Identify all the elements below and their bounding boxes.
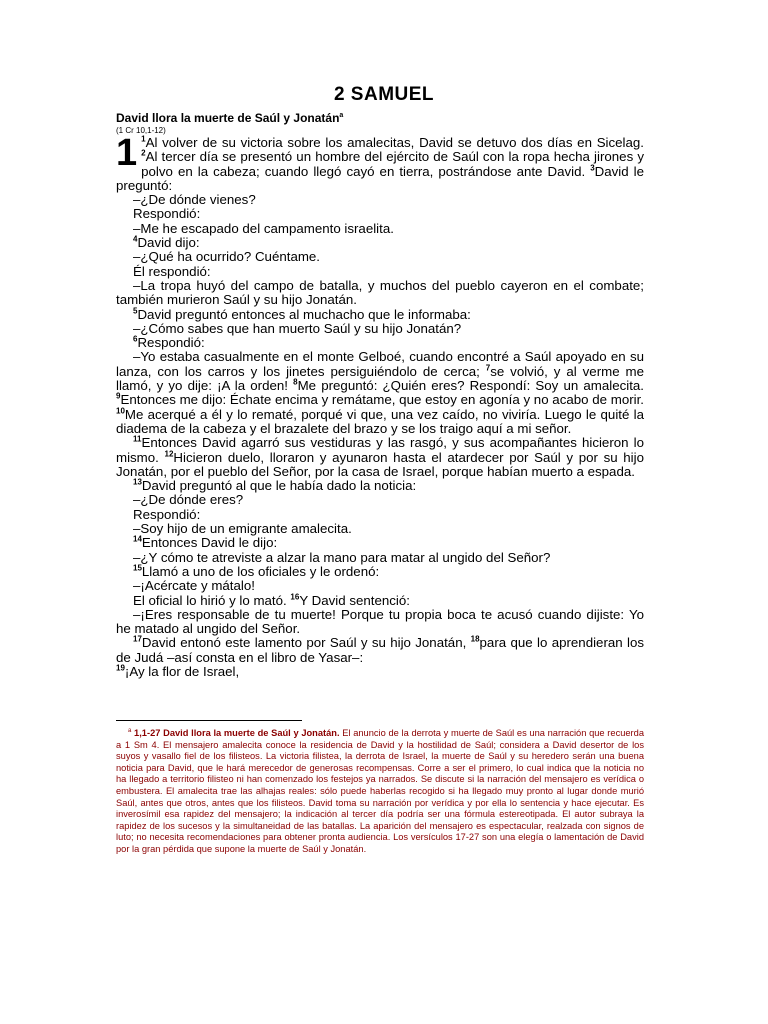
verse-paragraph [116, 479, 644, 493]
dialogue-line: –¿Cómo sabes que han muerto Saúl y su hijo Jonatán? [133, 320, 462, 336]
scripture-text [116, 132, 645, 679]
dialogue-line: –¿Qué ha ocurrido? Cuéntame. [133, 249, 321, 265]
footnote-marker: a [128, 728, 132, 734]
verse-number: 16 [290, 592, 300, 602]
verse-text: Me acerqué a él y lo rematé, porqué vi que, una vez caído, no viviría. Luego le quité la diadema de la cabeza y el brazalete del brazo y se los traigo aquí a mi señor. [116, 406, 644, 436]
verse-number: 9 [116, 391, 121, 401]
footnote [116, 726, 644, 856]
verse-number: 6 [133, 334, 138, 344]
section-heading-text: David llora la muerte de Saúl y Jonatán [116, 111, 340, 125]
verse-number: 5 [133, 306, 138, 316]
chapter-number: 1 [116, 132, 138, 174]
verse-text: ¡Ay la flor de Israel, [124, 663, 240, 679]
verse-paragraph [116, 236, 644, 250]
verse-number: 18 [470, 634, 480, 644]
verse-text: se volvió, y al verme me llamó, y yo dije: ¡A la orden! [116, 363, 644, 394]
dialogue-line: –¿De dónde vienes? [133, 192, 256, 208]
verse-paragraph [116, 665, 644, 679]
verse-text: David preguntó al que le había dado la noticia: [141, 478, 417, 494]
verse-number: 17 [133, 634, 142, 644]
verse-text: Y David sentenció: [299, 592, 410, 608]
verse-text: David dijo: [137, 235, 200, 251]
verse-number: 4 [133, 234, 138, 244]
verse-number: 13 [133, 477, 142, 487]
dialogue-line [116, 608, 644, 637]
verse-text: David le preguntó: [116, 163, 645, 193]
dialogue-line: Respondió: [133, 206, 201, 222]
dialogue-line [116, 279, 644, 308]
verse-paragraph [116, 565, 644, 579]
cross-reference: (1 Cr 10,1-12) [116, 126, 166, 135]
verse-text: –Yo estaba casualmente en el monte Gelboé, cuando encontré a Saúl apoyado en su lanza, con los carros y los jinetes persiguiéndolo de cerca; [116, 349, 644, 379]
verse-number: 10 [116, 406, 125, 416]
verse-number: 7 [485, 363, 491, 373]
verse-text: para que lo aprendieran los de Judá –así consta en el libro de Yasar–: [116, 635, 644, 665]
verse-number: 3 [590, 163, 595, 173]
verse-number: 14 [133, 534, 142, 544]
verse-number: 15 [133, 563, 142, 573]
verse-number: 2 [141, 148, 146, 158]
footnote-marker[interactable]: a [339, 112, 344, 119]
verse-text: David entonó este lamento por Saúl y su hijo Jonatán, [141, 635, 471, 651]
verse-paragraph [116, 594, 644, 608]
verse-paragraph [116, 308, 644, 322]
verse-number: 8 [293, 377, 298, 387]
footnote-divider [116, 720, 302, 721]
verse-number: 19 [116, 663, 125, 673]
verse-text: –¡Eres responsable de tu muerte! Porque tu propia boca te acusó cuando dijiste: Yo he matado al ungido del Señor. [116, 606, 644, 637]
book-title: 2 SAMUEL [333, 84, 435, 105]
verse-text: Llamó a uno de los oficiales y le ordenó: [141, 563, 380, 579]
dialogue-line: –Me he escapado del campamento israelita. [133, 220, 394, 236]
verse-text: Entonces David agarró sus vestiduras y las rasgó, y sus acompañantes hicieron lo mismo. [116, 435, 644, 465]
dialogue-line: –¿Y cómo te atreviste a alzar la mano para matar al ungido del Señor? [133, 549, 551, 565]
dialogue-line: Él respondió: [133, 263, 211, 279]
verse-paragraph [116, 536, 644, 550]
dialogue-line: –Soy hijo de un emigrante amalecita. [133, 521, 352, 537]
verse-text: El oficial lo hirió y lo mató. [133, 592, 291, 608]
section-heading [116, 111, 343, 125]
dialogue-line: –¿De dónde eres? [133, 492, 244, 508]
footnote-lead: 1,1-27 David llora la muerte de Saúl y Jonatán. [134, 728, 340, 739]
footnote-paragraph [116, 726, 644, 856]
verse-number: 1 [141, 134, 146, 144]
dialogue-line: Respondió: [133, 506, 201, 522]
verse-text: Al volver de su victoria sobre los amalecitas, David se detuvo dos días en Sicelag. [145, 135, 644, 150]
verse-paragraph [116, 636, 644, 665]
verse-text: Hicieron duelo, lloraron y ayunaron hasta el atardecer por Saúl y por su hijo Jonatán, por el pueblo del Señor, por la casa de Israel, porque habían muerto a espada. [116, 449, 644, 479]
verse-text: Entonces David le dijo: [141, 535, 278, 551]
verse-text: Me preguntó: ¿Quién eres? Respondí: Soy un amalecita. [297, 378, 645, 394]
dialogue-line: –¡Acércate y mátalo! [133, 578, 255, 594]
verse-text: Entonces me dijo: Échate encima y remátame, que estoy en agonía y no acabo de morir. [120, 392, 644, 408]
verse-paragraph [116, 350, 644, 436]
verse-number: 12 [164, 449, 174, 459]
verse-text: Al tercer día se presentó un hombre del ejército de Saúl con la ropa hecha jirones y polvo en la cabeza; cuando llegó cayó en tierra, postrándose ante David. [141, 149, 644, 179]
verse-number: 11 [133, 434, 142, 444]
footnote-text: El anuncio de la derrota y muerte de Saúl es una narración que recuerda a 1 Sm 4. El mensajero amalecita conoce la residencia de David y la hostilidad de Saúl; considera a David desertor de los suyos y vasallo fiel de los filisteos. La victoria filistea, la derrota de Israel, la muerte de Saúl y su heredero serán una buena noticia para David, que le hará merecedor de generosas recompensas. Corre a ser el primero, lo cual indica que la noticia no ha llegado a territorio filisteo ni han comenzado los festejos ya narrados. Se discute si la narración del mensajero es verídica o embustera. El amalecita trae las alhajas reales: sólo puede haberlas recogido si ha llegado muy pronto al lugar donde murió Saúl, antes que otros, antes que los filisteos. David toma su narración por verídica y por ella lo sentencia y hace ejecutar. Es inverosímil esa rapidez del mensajero; la indicación al tercer día podría ser una fórmula estereotipada. El autor subraya la rapidez de los sucesos y la simultaneidad de las batallas. La aparición del mensajero es espectacular, realzada con signos de luto; no necesita recomendaciones para obtener pronta audiencia. Los versículos 17-27 son una elegía o lamentación de David por la gran pérdida que supone la muerte de Saúl y Jonatán. [116, 728, 644, 855]
verse-text: –La tropa huyó del campo de batalla, y muchos del pueblo cayeron en el combate; también murieron Saúl y su hijo Jonatán. [116, 277, 644, 308]
verse-paragraph [116, 336, 644, 350]
verse-text: David preguntó entonces al muchacho que le informaba: [137, 306, 471, 322]
verse-paragraph [116, 436, 644, 479]
verse-text: Respondió: [137, 335, 205, 351]
verse-paragraph [116, 132, 645, 193]
